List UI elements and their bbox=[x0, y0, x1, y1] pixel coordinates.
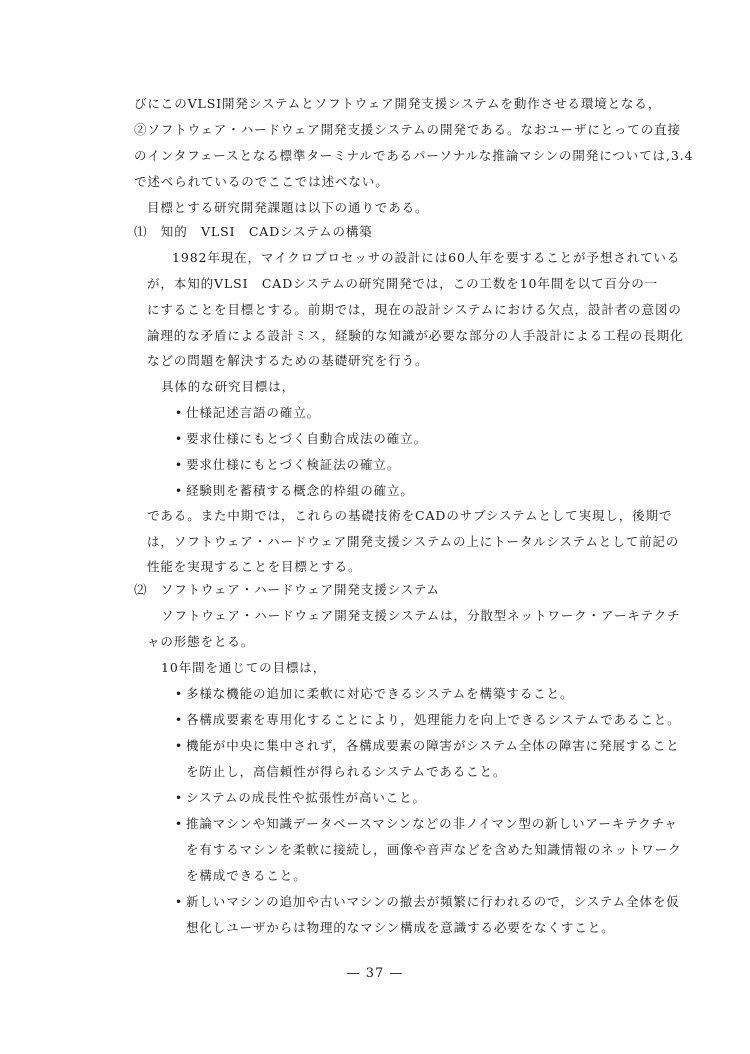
section1-bullet bbox=[172, 483, 414, 499]
intro-line: のインタフェースとなる標準ターミナルであるパーソナルな推論マシンの開発については,3.4 bbox=[134, 148, 694, 163]
bullet-icon: • bbox=[174, 457, 184, 472]
section2-para-line: ャの形態をとる。 bbox=[147, 634, 255, 649]
goals-lead: 目標とする研究開発課題は以下の通りである。 bbox=[147, 200, 429, 215]
bullet-continuation: 想化しユーザからは物理的なマシン構成を意識する必要をなくすこと。 bbox=[186, 920, 615, 935]
intro-line: で述べられているのでここでは述べない。 bbox=[134, 174, 389, 189]
section1-para-line: などの問題を解決するための基礎研究を行う。 bbox=[147, 353, 429, 368]
bullet-icon: • bbox=[174, 686, 184, 701]
section2-bullet bbox=[172, 686, 573, 702]
section2-bullet bbox=[172, 738, 680, 754]
bullet-text: 要求仕様にもとづく自動合成法の確立。 bbox=[186, 431, 427, 446]
bullet-text: 多様な機能の追加に柔軟に対応できるシステムを構築すること。 bbox=[186, 686, 574, 701]
bullet-icon: • bbox=[174, 894, 184, 909]
section1-para-line: にすることを目標とする。前期では，現在の設計システムにおける欠点，設計者の意図の bbox=[147, 302, 682, 317]
section1-closing-line: である。また中期では，これらの基礎技術をCADのサブシステムとして実現し，後期で bbox=[147, 508, 673, 523]
bullet-icon: • bbox=[174, 790, 184, 805]
section1-para-line: 論理的な矛盾による設計ミス，経験的な知識が必要な部分の人手設計による工程の長期化 bbox=[147, 328, 684, 343]
section2-bullet bbox=[172, 894, 680, 910]
section1-bullet bbox=[172, 431, 427, 447]
section1-bullet bbox=[172, 457, 400, 473]
intro-line: ②ソフトウェア・ハードウェア開発支援システムの開発である。なおユーザにとっての直接 bbox=[134, 122, 681, 137]
page-number: — 37 — bbox=[346, 966, 404, 981]
bullet-text: 要求仕様にもとづく検証法の確立。 bbox=[186, 457, 401, 472]
bullet-icon: • bbox=[174, 738, 184, 753]
bullet-text: 新しいマシンの追加や古いマシンの撤去が頻繁に行われるので，システム全体を仮 bbox=[186, 894, 680, 909]
bullet-continuation: を防止し，高信頼性が得られるシステムであること。 bbox=[186, 764, 507, 779]
section1-closing-line: は，ソフトウェア・ハードウェア開発支援システムの上にトータルシステムとして前記の bbox=[147, 534, 680, 549]
section1-para-line: 1982年現在，マイクロプロセッサの設計には60人年を要することが予想されている bbox=[172, 250, 681, 265]
bullet-text: 経験則を蓄積する概念的枠組の確立。 bbox=[186, 483, 414, 498]
bullet-icon: • bbox=[174, 816, 184, 831]
section1-heading: ⑴ 知的 VLSI CADシステムの構築 bbox=[134, 224, 373, 239]
bullet-text: 各構成要素を専用化することにより，処理能力を向上できるシステムであること。 bbox=[186, 712, 681, 727]
intro-line: びにこのVLSI開発システムとソフトウェア開発支援システムを動作させる環境となる， bbox=[134, 96, 662, 111]
section2-para-line: ソフトウェア・ハードウェア開発支援システムは，分散型ネットワーク・アーキテクチ bbox=[161, 608, 681, 623]
section2-bullet bbox=[172, 816, 678, 832]
section1-bullet bbox=[172, 405, 320, 421]
bullet-text: システムの成長性や拡張性が高いこと。 bbox=[186, 790, 426, 805]
section2-bullet bbox=[172, 790, 426, 806]
section1-para-line: が，本知的VLSI CADシステムの研究開発では，この工数を10年間を以て百分の一 bbox=[147, 276, 658, 291]
bullet-continuation: を有するマシンを柔軟に接続し，画像や音声などを含めた知識情報のネットワーク bbox=[186, 842, 682, 857]
bullet-text: 機能が中央に集中されず，各構成要素の障害がシステム全体の障害に発展すること bbox=[186, 738, 680, 753]
bullet-icon: • bbox=[174, 483, 184, 498]
section2-goals-intro: 10年間を通じての目標は， bbox=[161, 660, 327, 675]
section1-goals-intro: 具体的な研究目標は， bbox=[161, 379, 296, 394]
bullet-text: 推論マシンや知識データベースマシンなどの非ノイマン型の新しいアーキテクチャ bbox=[186, 816, 678, 831]
bullet-continuation: を構成できること。 bbox=[186, 868, 307, 883]
bullet-icon: • bbox=[174, 712, 184, 727]
section2-bullet bbox=[172, 712, 681, 728]
bullet-icon: • bbox=[174, 431, 184, 446]
bullet-icon: • bbox=[174, 405, 184, 420]
bullet-text: 仕様記述言語の確立。 bbox=[186, 405, 321, 420]
section1-closing-line: 性能を実現することを目標とする。 bbox=[147, 559, 362, 574]
section2-heading: ⑵ ソフトウェア・ハードウェア開発支援システム bbox=[134, 582, 440, 597]
